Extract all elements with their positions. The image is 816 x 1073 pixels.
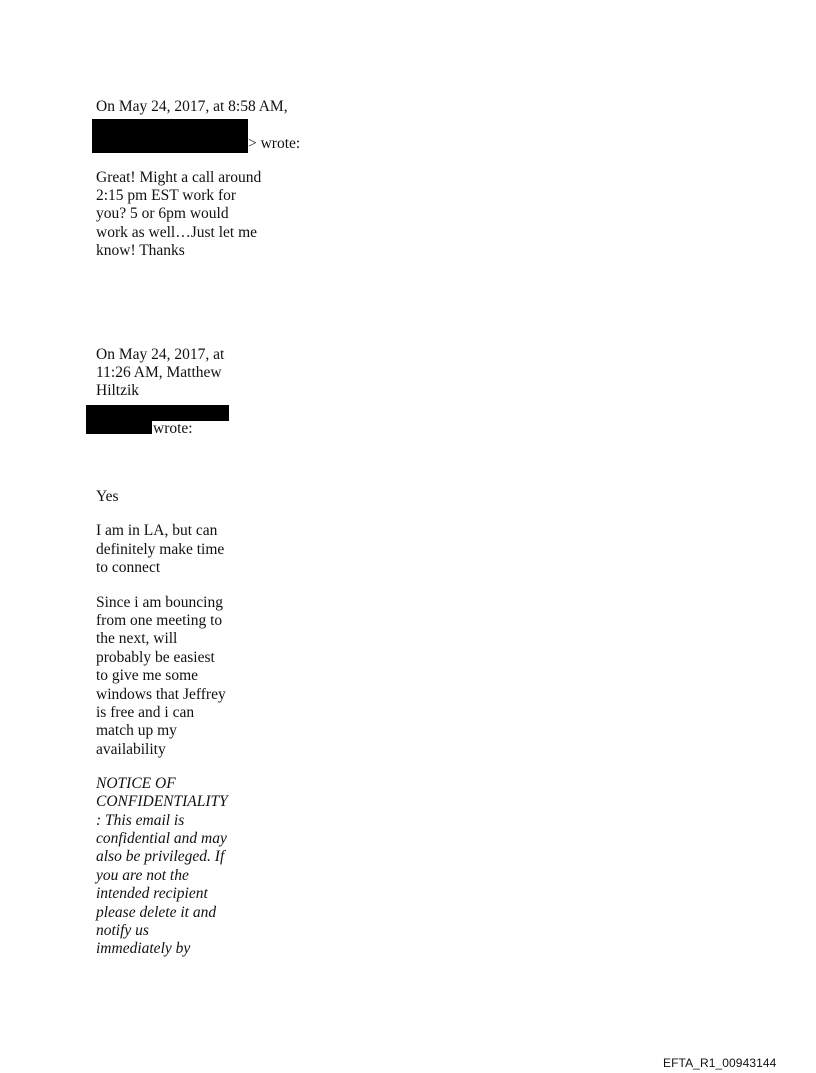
email2-para2-line: from one meeting to (96, 612, 223, 629)
email1-body-line: Great! Might a call around (96, 169, 262, 186)
email2-body-yes: Yes (96, 488, 119, 505)
email2-para2-line: probably be easiest (96, 649, 215, 666)
confidentiality-notice-line: please delete it and (96, 904, 217, 921)
email2-wrote-suffix: wrote: (153, 420, 193, 437)
email2-para1-line: definitely make time (96, 541, 225, 558)
confidentiality-notice-line: notify us (96, 922, 149, 939)
bates-number: EFTA_R1_00943144 (663, 1056, 777, 1070)
confidentiality-notice-line: NOTICE OF (96, 775, 176, 792)
email2-header-line: Hiltzik (96, 382, 140, 399)
email2-para1-line: to connect (96, 559, 161, 576)
confidentiality-notice-line: also be privileged. If (96, 848, 225, 865)
confidentiality-notice-line: you are not the (96, 867, 189, 884)
email1-body-line: 2:15 pm EST work for (96, 187, 237, 204)
email2-para2-line: is free and i can (96, 704, 195, 721)
confidentiality-notice-line: : This email is (96, 812, 185, 829)
confidentiality-notice-line: CONFIDENTIALITY (96, 793, 228, 810)
confidentiality-notice-line: immediately by (96, 940, 191, 957)
email2-para2-line: the next, will (96, 630, 178, 647)
email1-wrote-suffix: > wrote: (248, 135, 301, 152)
email2-header-line: On May 24, 2017, at (96, 346, 225, 363)
email1-body-line: know! Thanks (96, 242, 185, 259)
redaction-block (92, 119, 248, 153)
redaction-block (86, 421, 152, 434)
redaction-block (86, 405, 229, 421)
email2-para2-line: availability (96, 741, 166, 758)
confidentiality-notice-line: intended recipient (96, 885, 208, 902)
email2-para2-line: Since i am bouncing (96, 594, 223, 611)
email2-para2-line: match up my (96, 722, 177, 739)
email2-para2-line: to give me some (96, 667, 199, 684)
email2-para1-line: I am in LA, but can (96, 522, 218, 539)
email1-body-line: you? 5 or 6pm would (96, 205, 229, 222)
email2-header-line: 11:26 AM, Matthew (96, 364, 222, 381)
confidentiality-notice-line: confidential and may (96, 830, 227, 847)
email1-header-line: On May 24, 2017, at 8:58 AM, (96, 98, 288, 115)
email2-para2-line: windows that Jeffrey (96, 686, 226, 703)
email1-body-line: work as well…Just let me (96, 224, 258, 241)
